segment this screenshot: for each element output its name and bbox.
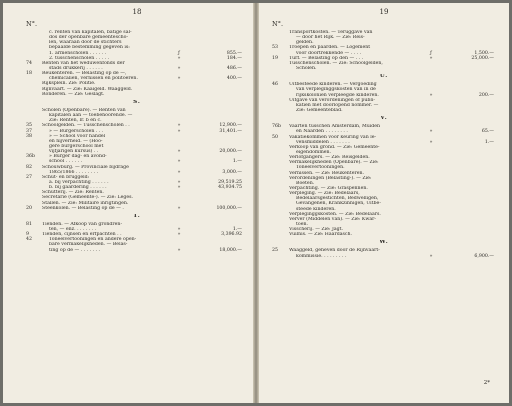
book-gutter — [253, 3, 259, 403]
row-description: Verkoop van grond. — Zie: Gemeente- — [289, 144, 380, 150]
row-amount: 20,000.— — [219, 149, 242, 155]
row-description: Gevangenen, Krankzinnigen, Uitbe- — [296, 201, 381, 207]
row-description: Uitbesteede kinderen. — Vergoeding — [289, 82, 377, 88]
row-number: 27 — [26, 174, 32, 180]
currency-mark: » — [429, 92, 433, 98]
row-description: Zie: Gemeenteblad. — [296, 107, 343, 113]
row-description: toen. — [296, 221, 308, 227]
row-description: eigendommen. — [296, 149, 332, 155]
currency-mark: » — [177, 185, 181, 191]
currency-mark: » — [177, 247, 181, 253]
section-heading: V. — [380, 116, 388, 122]
row-description: » — School voor handel — [49, 133, 106, 139]
row-description: c. renten van kapitalen, batige sal- — [49, 30, 132, 35]
row-description: Schoolgelden. — Tusschenscholen . . — [42, 123, 130, 129]
row-amount: 25,000.— — [471, 55, 494, 61]
row-description: Vakatiekommen voor keuring van le- — [289, 134, 377, 140]
currency-mark: » — [177, 205, 181, 211]
row-description: Turf. — Belasting op den — . . . — [289, 55, 364, 61]
row-number: 46 — [272, 82, 278, 88]
currency-mark: » — [429, 253, 433, 259]
row-description: Renten van het weduwenfonds der — [42, 60, 125, 66]
page-number: 19 — [379, 8, 389, 16]
row-number: 82 — [26, 164, 32, 170]
row-description: 2. tusschenscholen . . . . . — [49, 55, 110, 61]
currency-mark: » — [177, 227, 181, 233]
number-column-header: N°. — [272, 20, 284, 28]
row-amount: 43,934.75 — [218, 185, 242, 191]
row-description: Vuilnis. — Zie: Haardasch. — [289, 232, 353, 238]
row-number: 35 — [26, 123, 32, 129]
right-page — [272, 8, 496, 388]
currency-mark: » — [429, 139, 433, 145]
row-description: bare vermakelijkheden. — Belas- — [49, 242, 128, 248]
row-description: bepaalde bestemming gegeven is: — [49, 45, 130, 51]
currency-mark: » — [429, 129, 433, 135]
row-description: » — Burgerscholen . . . — [49, 128, 104, 134]
section-heading: U. — [379, 74, 389, 80]
row-number: 9 — [26, 232, 29, 238]
row-description: ten, — enz. . . . . . . . — [49, 227, 97, 233]
section-heading: S. — [133, 99, 141, 105]
row-description: Bedelaarsgestichten, Bedwelligen, — [296, 196, 379, 202]
currency-mark: » — [177, 149, 181, 155]
row-description: Secretarie (Gemeente-). — Zie: Leges. — [42, 195, 134, 201]
row-description: Rijnvaart. — Zie: Kaaigeld. Waaggeld. — [42, 86, 133, 92]
row-description: Verpleging. — Zie: Bedelaars, — [289, 191, 360, 197]
row-description: Verpachting. — Zie: Graspennen. — [289, 185, 368, 191]
row-number: 42 — [26, 237, 32, 243]
row-description: Scholen. — [296, 65, 317, 71]
row-description: gelden. — [296, 40, 314, 46]
row-description: Reukenteren. — Belasting op de —, — [42, 71, 127, 77]
row-description: Verver (Middelen van). — Zie: Kwar- — [289, 216, 376, 222]
currency-mark: » — [177, 159, 181, 165]
row-description: stads drukkerij . . . . . . — [49, 65, 103, 71]
row-description: Toneelvertooningen. — [296, 165, 345, 171]
signature-mark: 2* — [483, 380, 490, 386]
currency-mark: » — [177, 232, 181, 238]
row-number: 18 — [26, 71, 32, 77]
row-description: Vermakelijkheden (Openbare). — Zie: — [289, 160, 379, 166]
row-description: Toneelvertooningen en andere open- — [49, 237, 137, 243]
row-description: steede kinderen. — [296, 206, 336, 212]
ledger-rows — [26, 30, 248, 253]
row-amount: 65.— — [481, 129, 494, 135]
row-description: Schouwburg. — Provinciale bijdrage — [42, 164, 129, 170]
currency-mark: » — [177, 76, 181, 82]
row-number: 37 — [26, 128, 32, 134]
currency-mark: » — [429, 55, 433, 61]
row-amount: 855.— — [226, 50, 242, 56]
row-description: » Burger dag- en avond- — [49, 154, 107, 160]
row-number: 81 — [26, 221, 32, 227]
row-description: Verordeningen (Belasting-). — Zie: — [289, 175, 372, 181]
row-amount: 3,000.— — [222, 169, 242, 175]
ledger-rows — [272, 30, 496, 259]
row-amount: 29,519.25 — [218, 179, 242, 185]
row-amount: 1,500.— — [474, 50, 494, 56]
row-description: Verlofgangers. — Zie: Reisgelden. — [289, 155, 370, 161]
row-description: Schut- en bruggeld: — [42, 174, 90, 180]
row-description: len, waaraan door de stichters — [49, 40, 122, 46]
row-description: Vernissen. — Zie: Reukenteren. — [289, 170, 364, 176]
row-description: school . . . . . . — [49, 159, 83, 165]
row-description: voor doortrekkende — . . . . — [296, 50, 362, 56]
row-description: Zie: Renten, lr. b en c. — [49, 118, 102, 124]
row-description: Boeten. — [296, 180, 315, 186]
section-heading: W. — [379, 240, 389, 246]
row-number: 53 — [272, 45, 278, 51]
row-description: 1865/1866 . . . . . . . . — [49, 169, 99, 175]
row-description: Ronderen. — Zie: Geslagt. — [42, 91, 105, 97]
row-description: ting op de — . . . . . . . — [49, 247, 101, 253]
row-description: Tienden, cijnsen en erfpachten . . — [42, 232, 122, 238]
row-number: 74 — [26, 60, 32, 66]
row-description: Visscherij. — Zie: Jagt. — [289, 227, 344, 233]
row-amount: 1.— — [232, 227, 242, 233]
row-description: kommissie. . . . . . . . . — [296, 253, 347, 259]
row-description: Rijksplein. Zie: Politie. — [42, 81, 96, 87]
row-description: en Naarden . . . . . . . . — [296, 129, 348, 135]
row-description: en nijverheid. — (Hoo- — [49, 138, 103, 144]
row-number: 19 — [272, 55, 278, 61]
row-description: kapitalen aan — toebehoorende. — — [49, 113, 133, 119]
row-amount: 1.— — [232, 159, 242, 165]
row-description: Vaarten tusschen Amsterdam, Muiden — [289, 124, 381, 130]
currency-mark: » — [177, 123, 181, 129]
row-description: b. bij gaardering . . . . . . — [49, 185, 107, 191]
left-page — [26, 8, 248, 388]
row-amount: 486.— — [226, 65, 242, 71]
currency-mark: » — [177, 169, 181, 175]
currency-mark: » — [177, 65, 181, 71]
row-description: dos der openbare gemeentescho- — [49, 35, 129, 41]
row-description: Steenkolen. — Belasting op de — . — [42, 205, 124, 211]
row-description: Troepen en paarden. — Logement — [289, 45, 371, 51]
currency-mark: ƒ — [178, 50, 180, 56]
row-number: 20 — [26, 205, 32, 211]
row-description: Stallen. — Zie: Militaire inrigtingen. — [42, 200, 129, 206]
currency-mark: ƒ — [430, 50, 432, 56]
row-amount: 6,900.— — [474, 253, 494, 259]
row-amount: 12,900.— — [219, 123, 242, 129]
row-number: 38 — [26, 133, 32, 139]
row-description: katiën met doorlopend nommer. — — [296, 102, 379, 108]
row-description: Tienden. — Afkoop van grondren- — [42, 221, 123, 227]
row-description: — door het Rijk. — Zie: Reis- — [296, 35, 365, 41]
row-description: Uitgave van verordeningen of publi- — [289, 97, 375, 103]
row-amount: 184.— — [226, 55, 242, 61]
row-number: 36b — [26, 154, 35, 160]
row-number: 25 — [272, 248, 278, 254]
section-heading: T. — [133, 213, 141, 219]
row-description: Waaggeld, geheven door de Rijnvaart- — [289, 248, 380, 254]
row-amount: 3,396.92 — [221, 232, 242, 238]
row-number: 76b — [272, 124, 281, 130]
row-amount: 100,000.— — [216, 205, 242, 211]
row-description: 1. armenscholen . . . . . . — [49, 50, 107, 56]
currency-mark: » — [177, 128, 181, 134]
row-description: van verpleginggskosten van in de — [296, 87, 376, 93]
row-description: Scholen (Openbare). — Renten van — [42, 107, 126, 113]
row-number: 50 — [272, 134, 278, 140]
row-description: chemicaliën, vernissen en politoeren. — [49, 76, 138, 82]
ledger-row — [272, 254, 496, 259]
row-description: Transportkosten. — Teruggave van — [289, 30, 373, 35]
row-amount: 31,401.— — [219, 128, 242, 134]
row-description: Schutterij. — Zie: Renten. — [42, 190, 104, 196]
ledger-row — [26, 248, 248, 253]
row-description: gere burgerschool met — [49, 143, 104, 149]
page-number: 18 — [132, 8, 142, 16]
currency-mark: » — [177, 55, 181, 61]
row-description: rijkskolonien verpleegde kinderen. — [296, 92, 379, 98]
row-description: vijfjarigen kursus) . . — [49, 149, 99, 155]
row-amount: 1.— — [484, 139, 494, 145]
row-amount: 18,000.— — [219, 247, 242, 253]
row-description: Verpleginggskosten. — Zie: Bedelaars. — [289, 211, 381, 217]
row-amount: 200.— — [478, 92, 494, 98]
row-amount: 400.— — [226, 76, 242, 82]
row-description: Tusschenscholen. — Zie: Schoolgelden, — [289, 60, 383, 66]
currency-mark: » — [177, 179, 181, 185]
row-description: vensmiddelen . . . . . . . — [296, 139, 350, 145]
number-column-header: N°. — [26, 20, 38, 28]
row-description: a. bij verpachting . . . . . . — [49, 179, 109, 185]
